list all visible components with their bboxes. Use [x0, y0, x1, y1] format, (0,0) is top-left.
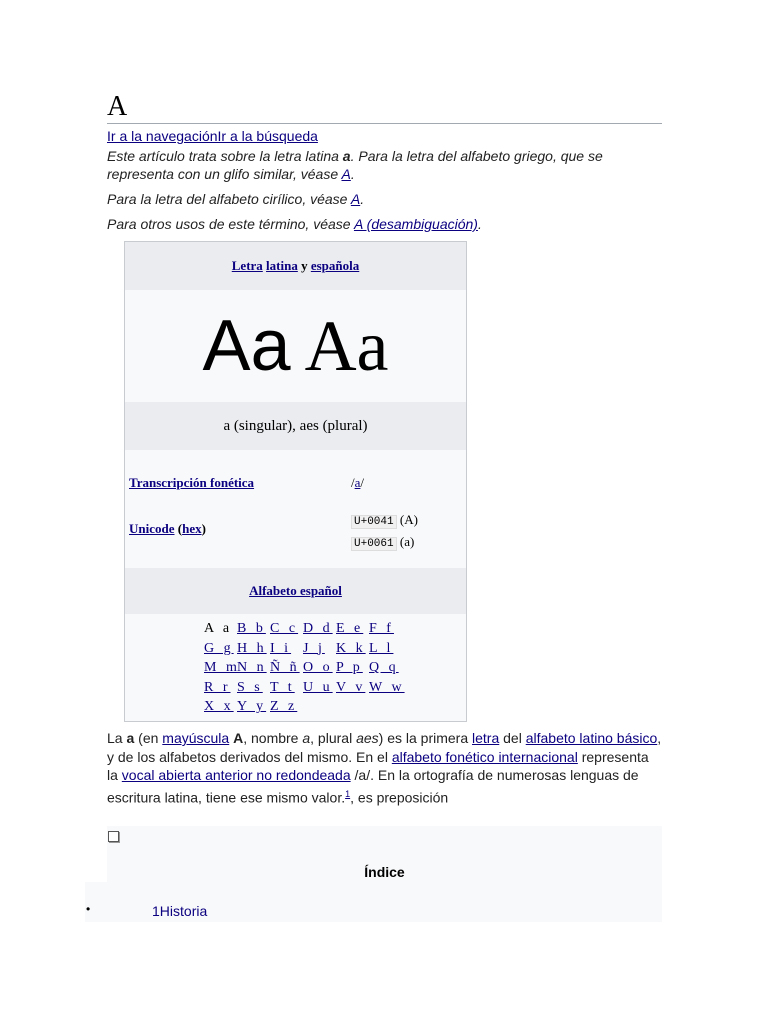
body-text: , plural [310, 730, 357, 746]
body-text: del [499, 730, 526, 746]
alphabet-letter-link[interactable]: N n [237, 660, 267, 676]
alphabet-letter-link[interactable]: O o [303, 660, 333, 676]
hatnote-text: Este artículo trata sobre la letra latina [107, 148, 343, 164]
unicode-label [129, 521, 206, 537]
alphabet-letter-current: A a [204, 621, 233, 636]
body-text: representa la [107, 748, 649, 783]
toc-item-number: 1 [152, 903, 160, 919]
unicode-lowercase [351, 534, 414, 550]
body-text: La [107, 730, 127, 746]
link-vocal-abierta[interactable]: vocal abierta anterior no redondeada [121, 767, 351, 783]
alphabet-letter-link[interactable]: Ñ ñ [270, 660, 300, 676]
phonetic-value [351, 475, 364, 491]
glyph-serif: Aa [304, 306, 389, 386]
toc-toggle-checkbox[interactable] [108, 831, 119, 842]
hatnote-text: Para otros usos de este término, véase [107, 216, 354, 232]
body-bold: A [233, 730, 244, 746]
hatnote-text: . [477, 216, 482, 232]
unicode-label-text: ) [201, 521, 206, 536]
hatnote-cyrillic [107, 190, 667, 208]
link-alfabeto-espanol[interactable]: Alfabeto español [249, 583, 342, 598]
alphabet-letter-link[interactable]: C c [270, 621, 299, 636]
infobox-title-and: y [301, 258, 308, 273]
body-bold: a [126, 730, 135, 746]
infobox-glyph-sample [125, 290, 466, 402]
link-disambiguation[interactable]: A (desambiguación) [353, 216, 478, 232]
link-letra-body[interactable]: letra [472, 730, 500, 746]
infobox-alphabet-row [125, 614, 466, 721]
unicode-char: (a) [399, 534, 415, 549]
body-italic: aes [356, 730, 379, 746]
body-text: ) es la primera [378, 730, 473, 746]
infobox-unicode-row [125, 512, 466, 568]
alphabet-letter-link[interactable]: U u [303, 679, 333, 695]
link-hex[interactable]: hex [182, 521, 202, 536]
body-text: , es preposición [350, 789, 449, 806]
alphabet-letter-link[interactable]: M m [204, 660, 240, 676]
unicode-code: U+0061 [351, 537, 397, 551]
link-alfabeto-fonetico-internacional[interactable]: alfabeto fonético internacional [391, 748, 578, 765]
link-unicode[interactable]: Unicode [129, 521, 175, 536]
hatnote-text: . Para la letra del alfabeto griego, que se representa con un glifo similar, véase [107, 148, 603, 182]
toc-item-label: Historia [159, 903, 208, 919]
body-text: , nombre [243, 730, 303, 746]
alphabet-letter-link[interactable]: T t [270, 679, 295, 695]
hatnote-text: Para la letra del alfabeto cirílico, véase [107, 191, 351, 207]
hatnote-bold: a [342, 148, 351, 164]
intro-paragraph [107, 729, 662, 807]
link-transcripcion-fonetica[interactable]: Transcripción fonética [129, 475, 255, 490]
alphabet-letter-link[interactable]: X x [204, 699, 234, 715]
hatnote-greek [107, 147, 667, 183]
link-mayuscula[interactable]: mayúscula [162, 730, 230, 746]
alphabet-letter-link[interactable]: K k [336, 640, 366, 656]
alphabet-letter-link[interactable]: Y y [237, 699, 267, 715]
jump-links[interactable]: Ir a la navegaciónIr a la búsqueda [107, 128, 318, 144]
alphabet-letter-link[interactable]: G g [204, 640, 234, 656]
link-espanola[interactable]: española [310, 258, 360, 273]
hatnote-disambiguation [107, 215, 667, 233]
hatnote-text: . [360, 191, 365, 207]
infobox-alphabet-header [125, 568, 466, 614]
unicode-uppercase [351, 512, 418, 528]
toc-title: Índice [364, 864, 405, 880]
alphabet-letter-link[interactable]: L l [369, 640, 394, 656]
link-alfabeto-latino-basico[interactable]: alfabeto latino básico [525, 730, 658, 746]
link-phonetic-a[interactable]: a [354, 475, 361, 490]
alphabet-letter-link[interactable]: W w [369, 679, 405, 695]
body-text: , y de los alfabetos derivados del mismo. En el [107, 730, 662, 765]
phonetic-slash: / [360, 475, 365, 490]
alphabet-letter-link[interactable]: S s [237, 679, 263, 695]
unicode-label-text: ( [174, 521, 183, 536]
glyph-sans-serif: Aa [202, 306, 291, 386]
alphabet-letter-link[interactable]: R r [204, 679, 231, 695]
alphabet-grid [204, 619, 405, 717]
footnote-link[interactable]: 1 [345, 788, 351, 799]
alphabet-letter-link[interactable]: D d [303, 621, 333, 636]
alphabet-letter-link[interactable]: F f [369, 621, 394, 636]
alphabet-letter-link[interactable]: P p [336, 660, 363, 676]
hatnote-text: . [350, 166, 355, 182]
phonetic-slash: / [351, 475, 355, 490]
alphabet-letter-link[interactable]: Q q [369, 660, 399, 676]
infobox-name-line: a (singular), aes (plural) [125, 402, 466, 450]
alphabet-letter-link[interactable]: H h [237, 640, 267, 656]
link-letra[interactable]: Letra [231, 258, 263, 273]
body-text: (en [134, 730, 163, 746]
toc-bullet: • [86, 902, 91, 916]
alphabet-letter-link[interactable]: J j [303, 640, 325, 656]
link-cyrillic-a[interactable]: A [350, 191, 361, 207]
alphabet-letter-link[interactable]: I i [270, 640, 292, 656]
infobox-title [125, 242, 466, 290]
body-text: /a/. En la ortografía de numerosas lenguas de escritura latina, tiene ese mismo valor. [107, 767, 639, 806]
infobox-phonetic-row [125, 450, 466, 512]
toc-item-historia[interactable] [152, 903, 207, 919]
infobox [124, 241, 467, 722]
link-greek-a[interactable]: A [341, 166, 351, 182]
alphabet-letter-link[interactable]: B b [237, 621, 266, 636]
page-title: A [107, 90, 662, 124]
unicode-code: U+0041 [351, 515, 397, 529]
unicode-char: (A) [399, 512, 418, 527]
body-italic: a [302, 730, 311, 746]
alphabet-letter-link[interactable]: V v [336, 679, 366, 695]
alphabet-letter-link[interactable]: Z z [270, 699, 298, 715]
link-latina[interactable]: latina [266, 258, 298, 273]
alphabet-letter-link[interactable]: E e [336, 621, 364, 636]
